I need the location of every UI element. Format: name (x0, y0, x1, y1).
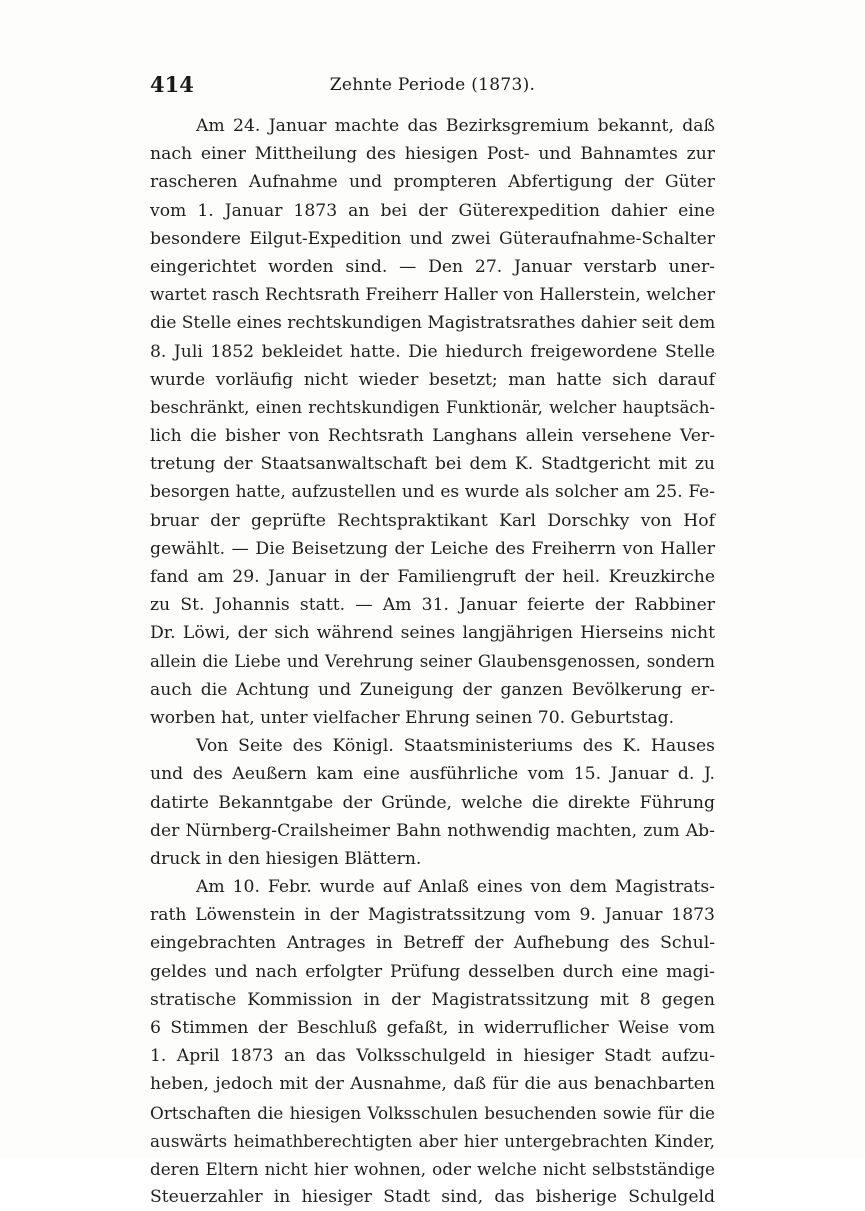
text-line: allein die Liebe und Verehrung seiner Glaubensgenossen, sondern (150, 651, 715, 671)
text-line: gewählt. — Die Beisetzung der Leiche des Freiherrn von Haller (150, 538, 715, 559)
text-line: und des Aeußern kam eine ausführliche vom 15. Januar d. J. (150, 764, 715, 785)
text-line: druck in den hiesigen Blättern. (150, 848, 422, 869)
text-line: besorgen hatte, aufzustellen und es wurde als solcher am 25. Fe- (150, 482, 715, 503)
text-line: geldes und nach erfolgter Prüfung desselben durch eine magi- (150, 961, 715, 982)
body-text (150, 112, 715, 1211)
text-line: Am 10. Febr. wurde auf Anlaß eines von dem Magistrats- (196, 877, 715, 898)
text-line: eingebrachten Antrages in Betreff der Aufhebung des Schul- (150, 933, 715, 954)
text-line: wurde vorläufig nicht wieder besetzt; man hatte sich darauf (150, 369, 715, 390)
text-line: worben hat, unter vielfacher Ehrung seinen 70. Geburtstag. (150, 707, 675, 728)
text-line: fand am 29. Januar in der Familiengruft der heil. Kreuzkirche (150, 567, 715, 587)
text-line: 6 Stimmen der Beschluß gefaßt, in widerruflicher Weise vom (150, 1018, 715, 1038)
text-line: stratische Kommission in der Magistratssitzung mit 8 gegen (150, 989, 715, 1010)
text-line: tretung der Staatsanwaltschaft bei dem K. Stadtgericht mit zu (150, 454, 715, 475)
page-header (150, 68, 715, 102)
text-line: Ortschaften die hiesigen Volksschulen besuchenden sowie für die (150, 1102, 715, 1123)
text-line: lich die bisher von Rechtsrath Langhans allein versehene Ver- (150, 426, 715, 447)
text-line: auch die Achtung und Zuneigung der ganzen Bevölkerung er- (150, 679, 715, 700)
running-head: Zehnte Periode (1873). (329, 75, 536, 95)
text-line: besondere Eilgut-Expedition und zwei Güteraufnahme-Schalter (150, 228, 715, 249)
text-line: rascheren Aufnahme und prompteren Abfertigung der Güter (150, 172, 715, 193)
text-line: die Stelle eines rechtskundigen Magistratsrathes dahier seit dem (150, 313, 716, 334)
text-line: nach einer Mittheilung des hiesigen Post- und Bahnamtes zur (150, 144, 715, 165)
text-line: datirte Bekanntgabe der Gründe, welche die direkte Führung (150, 792, 715, 813)
text-line: beschränkt, einen rechtskundigen Funktionär, welcher hauptsäch- (150, 397, 715, 417)
text-line: rath Löwenstein in der Magistratssitzung vom 9. Januar 1873 (150, 905, 715, 926)
text-line: zu St. Johannis statt. — Am 31. Januar feierte der Rabbiner (150, 595, 715, 616)
text-line: deren Eltern nicht hier wohnen, oder welche nicht selbstständige (150, 1158, 715, 1179)
text-line: vom 1. Januar 1873 an bei der Güterexpedition dahier eine (150, 200, 715, 221)
text-line: 8. Juli 1852 bekleidet hatte. Die hiedurch freigewordene Stelle (150, 341, 715, 362)
text-line: heben, jedoch mit der Ausnahme, daß für die aus benachbarten (150, 1074, 715, 1095)
text-line: Steuerzahler in hiesiger Stadt sind, das bisherige Schulgeld (150, 1187, 715, 1208)
text-line: Von Seite des Königl. Staatsministeriums des K. Hauses (196, 736, 715, 757)
page-number: 414 (150, 72, 194, 97)
text-line: der Nürnberg-Crailsheimer Bahn nothwendig machten, zum Ab- (150, 820, 715, 841)
text-line: Dr. Löwi, der sich während seines langjährigen Hierseins nicht (150, 623, 715, 644)
text-line: 1. April 1873 an das Volksschulgeld in hiesiger Stadt aufzu- (150, 1046, 715, 1067)
text-line: auswärts heimathberechtigten aber hier untergebrachten Kinder, (150, 1130, 715, 1151)
text-line: bruar der geprüfte Rechtspraktikant Karl Dorschky von Hof (150, 510, 715, 531)
text-line: eingerichtet worden sind. — Den 27. Januar verstarb uner- (150, 256, 715, 277)
text-line: Am 24. Januar machte das Bezirksgremium bekannt, daß (196, 116, 715, 136)
text-line: wartet rasch Rechtsrath Freiherr Haller von Hallerstein, welcher (150, 285, 715, 306)
